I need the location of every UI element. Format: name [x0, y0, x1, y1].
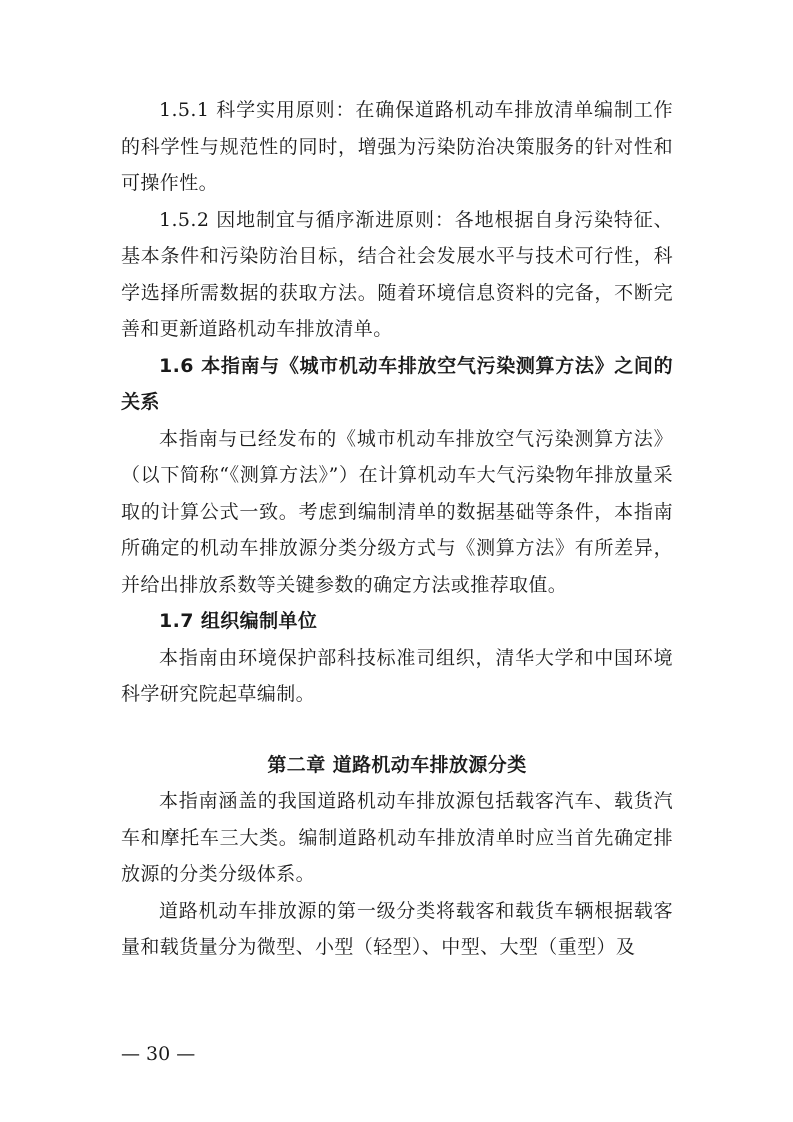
paragraph-2-b: 道路机动车排放源的第一级分类将载客和载货车辆根据载客量和载货量分为微型、小型（轻型）、中型、大型（重型）及 — [121, 899, 673, 958]
paragraph-1-5-2: 1.5.2 因地制宜与循序渐进原则：各地根据自身污染特征、基本条件和污染防治目标，结合社会发展水平与技术可行性，科学选择所需数据的获取方法。随着环境信息资料的完备，不断完善和更新道路机动车排放清单。 — [121, 208, 673, 340]
document-body — [121, 92, 673, 966]
paragraph-2-a: 本指南涵盖的我国道路机动车排放源包括载客汽车、载货汽车和摩托车三大类。编制道路机动车排放清单时应当首先确定排放源的分类分级体系。 — [121, 790, 673, 885]
paragraph-1-6: 本指南与已经发布的《城市机动车排放空气污染测算方法》（以下简称“《测算方法》”）在计算机动车大气污染物年排放量采取的计算公式一致。考虑到编制清单的数据基础等条件，本指南所确定的机动车排放源分类分级方式与《测算方法》有所差异，并给出排放系数等关键参数的确定方法或推荐取值。 — [121, 427, 673, 596]
paragraph-1-5-1: 1.5.1 科学实用原则：在确保道路机动车排放清单编制工作的科学性与规范性的同时，增强为污染防治决策服务的针对性和可操作性。 — [121, 99, 673, 194]
paragraph-1-7: 本指南由环境保护部科技标准司组织，清华大学和中国环境科学研究院起草编制。 — [121, 646, 673, 705]
chapter-2-title: 第二章 道路机动车排放源分类 — [267, 753, 527, 776]
page-number: — 30 — — [121, 1043, 196, 1065]
heading-1-6: 1.6 本指南与《城市机动车排放空气污染测算方法》之间的关系 — [121, 354, 673, 413]
heading-1-7: 1.7 组织编制单位 — [159, 610, 318, 632]
